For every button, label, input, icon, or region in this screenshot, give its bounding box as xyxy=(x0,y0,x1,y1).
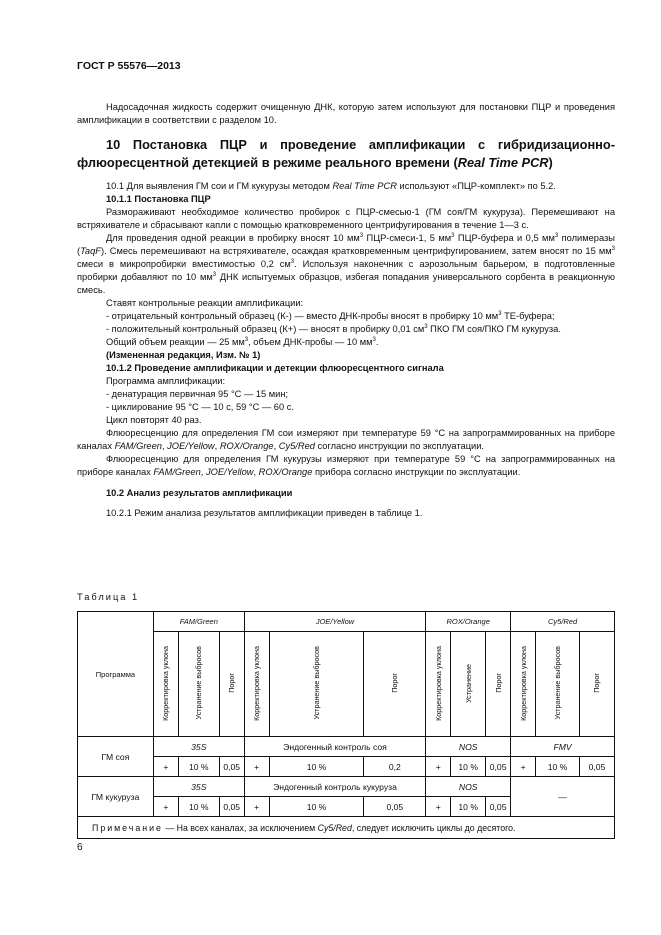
heading-10-1-1: 10.1.1 Постановка ПЦР xyxy=(106,194,211,204)
subheader-cell: Устранение xyxy=(451,632,486,737)
value-cell: 10 % xyxy=(269,797,364,817)
page-number: 6 xyxy=(77,842,83,853)
value-cell: + xyxy=(426,797,451,817)
subheader-cell: Корректировка уклона xyxy=(426,632,451,737)
subheader-cell: Корректировка уклона xyxy=(153,632,178,737)
subheader-cell: Корректировка уклона xyxy=(511,632,536,737)
value-cell: 0,05 xyxy=(486,757,511,777)
section-10 xyxy=(77,136,615,520)
value-cell: + xyxy=(244,757,269,777)
mode-cell: NOS xyxy=(426,777,511,797)
section-title: 10 Постановка ПЦР и проведение амплификации с гибридизационно-флюоресцентной детекцией в режиме реального времени (Real Time PCR) xyxy=(77,137,615,170)
para-controls: Ставят контрольные реакции амплификации: xyxy=(106,298,304,308)
channel-header: JOE/Yellow xyxy=(244,612,426,632)
subheader-cell: Порог xyxy=(364,632,426,737)
value-cell: 10 % xyxy=(178,757,219,777)
channel-header: FAM/Green xyxy=(153,612,244,632)
intro-paragraph: Надосадочная жидкость содержит очищенную ДНК, которую затем используют для постановки ПЦР и проведения амплификации в соответствии с разделом 10. xyxy=(77,102,615,125)
intro-block xyxy=(77,101,615,127)
value-cell: 0,05 xyxy=(364,797,426,817)
value-cell: 10 % xyxy=(269,757,364,777)
value-cell: 0,05 xyxy=(219,757,244,777)
value-cell: + xyxy=(244,797,269,817)
program-cell: ГМ соя xyxy=(78,737,154,777)
subheader-cell: Порог xyxy=(579,632,614,737)
para-repeat: Цикл повторят 40 раз. xyxy=(106,415,202,425)
value-cell: 10 % xyxy=(451,797,486,817)
program-header: Программа xyxy=(78,612,154,737)
amplification-table xyxy=(77,611,615,839)
mode-cell: NOS xyxy=(426,737,511,757)
subheader-cell: Устранение выбросов xyxy=(536,632,580,737)
para-defrost: Размораживают необходимое количество пробирок с ПЦР-смесью-1 (ГМ соя/ГМ кукуруза). Перемешивают на встряхивателе и сбрасывают капли с помощью кратковременного центрифугирования в течение 1—3 с. xyxy=(77,207,615,230)
channel-header: ROX/Orange xyxy=(426,612,511,632)
mode-cell: 35S xyxy=(153,777,244,797)
mode-cell: Эндогенный контроль кукуруза xyxy=(244,777,426,797)
mode-cell: 35S xyxy=(153,737,244,757)
para-reaction: Для проведения одной реакции в пробирку вносят 10 $мм^3$ ПЦР-смеси-1, 5 $мм^3$ ПЦР-буфера и 0,5 $мм^3$ полимеразы (TaqF). Смесь перемешивают на встряхивателе, осаждая кратковременным центрифугированием, затем вносят по 15 $мм^3$ смеси в микропробирки вместимостью 0,2 $см^3$. Используя наконечник с аэрозольным барьером, в подготовленные пробирки добавляют по 10 $мм^3$ ДНК испытуемых образцов, избегая попадания универсального сорбента в реакционную смесь. xyxy=(77,233,615,295)
table-note: Примечание — На всех каналах, за исключением Cy5/Red, следует исключить циклы до десятого. xyxy=(78,817,615,839)
para-cycling: - циклирование 95 °С — 10 с, 59 °С — 60 с. xyxy=(106,402,294,412)
value-cell: 10 % xyxy=(178,797,219,817)
program-cell: ГМ кукуруза xyxy=(78,777,154,817)
value-cell: + xyxy=(153,797,178,817)
doc-code: ГОСТ Р 55576—2013 xyxy=(77,60,181,72)
para-denaturation: - денатурация первичная 95 °С — 15 мин; xyxy=(106,389,289,399)
mode-cell: — xyxy=(511,777,615,817)
mode-cell: Эндогенный контроль соя xyxy=(244,737,426,757)
value-cell: 0,05 xyxy=(486,797,511,817)
table-caption: Таблица 1 xyxy=(77,592,140,602)
mode-cell: FMV xyxy=(511,737,615,757)
value-cell: 0,2 xyxy=(364,757,426,777)
value-cell: 10 % xyxy=(536,757,580,777)
value-cell: 0,05 xyxy=(219,797,244,817)
subheader-cell: Корректировка уклона xyxy=(244,632,269,737)
heading-10-2: 10.2 Анализ результатов амплификации xyxy=(106,488,293,498)
para-10-2-1: 10.2.1 Режим анализа результатов амплификации приведен в таблице 1. xyxy=(106,508,423,518)
value-cell: 10 % xyxy=(451,757,486,777)
para-10-1: 10.1 Для выявления ГМ сои и ГМ кукурузы методом Real Time PCR используют «ПЦР-комплект» по 5.2. xyxy=(106,181,556,191)
subheader-cell: Устранение выбросов xyxy=(269,632,364,737)
value-cell: + xyxy=(153,757,178,777)
para-fluorescence-soy: Флюоресценцию для определения ГМ сои измеряют при температуре 59 °С на запрограммированных на приборе каналах FAM/Green, JOE/Yellow, ROX/Orange, Cy5/Red согласно инструкции по эксплуатации. xyxy=(77,428,615,451)
subheader-cell: Порог xyxy=(486,632,511,737)
value-cell: + xyxy=(511,757,536,777)
value-cell: 0,05 xyxy=(579,757,614,777)
value-cell: + xyxy=(426,757,451,777)
para-volume: Общий объем реакции — 25 $мм^3$, объем ДНК-пробы — 10 $мм^3$. xyxy=(106,337,379,347)
channel-header: Cy5/Red xyxy=(511,612,615,632)
subheader-cell: Порог xyxy=(219,632,244,737)
heading-10-1-2: 10.1.2 Проведение амплификации и детекции флюоресцентного сигнала xyxy=(106,363,444,373)
para-fluorescence-maize: Флюоресценцию для определения ГМ кукурузы измеряют при температуре 59 °С на запрограммированных на приборе каналах FAM/Green, JOE/Yellow, ROX/Orange прибора согласно инструкции по эксплуатации. xyxy=(77,454,615,477)
para-positive-control: - положительный контрольный образец (К+) — вносят в пробирку 0,01 $см^3$ ПКО ГМ соя/ПКО ГМ кукуруза. xyxy=(106,324,561,334)
para-negative-control: - отрицательный контрольный образец (К-) — вместо ДНК-пробы вносят в пробирку 10 $мм^3$ ТЕ-буфера; xyxy=(106,311,555,321)
subheader-cell: Устранение выбросов xyxy=(178,632,219,737)
para-program: Программа амплификации: xyxy=(106,376,226,386)
amendment-note: (Измененная редакция, Изм. № 1) xyxy=(106,350,261,360)
